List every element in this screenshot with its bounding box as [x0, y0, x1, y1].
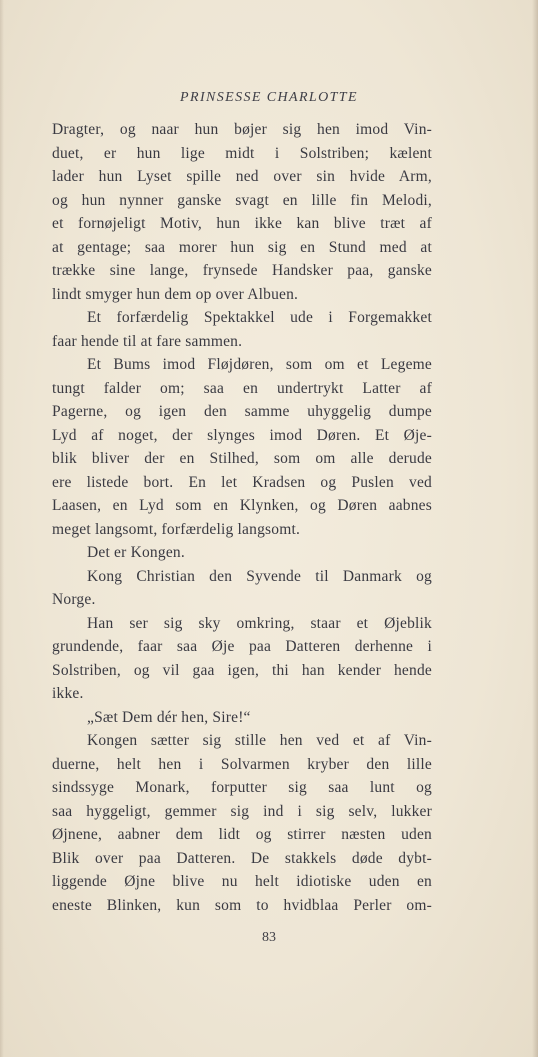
page-number: 83: [262, 930, 276, 945]
text-line: Øjnene, aabner dem lidt og stirrer næsten uden: [52, 826, 432, 843]
text-line: Et forfærdelig Spektakkel ude i Forgemakket: [87, 309, 432, 326]
page-right-edge-shadow: [532, 0, 538, 1057]
body-text: [52, 118, 432, 917]
text-line: trække sine lange, frynsede Handsker paa, ganske: [52, 262, 432, 279]
text-line: Han ser sig sky omkring, staar et Øjeblik: [87, 614, 432, 632]
text-line: Blik over paa Datteren. De stakkels døde dybt-: [52, 849, 432, 867]
text-line: meget langsomt, forfærdelig langsomt.: [52, 520, 301, 538]
text-line: faar hende til at fare sammen.: [52, 332, 243, 350]
text-line: Dragter, og naar hun bøjer sig hen imod Vin-: [52, 121, 432, 138]
text-line: Kong Christian den Syvende til Danmark og: [87, 567, 432, 585]
text-line: duerne, helt hen i Solvarmen kryber den lille: [52, 755, 432, 773]
text-line: Pagerne, og igen den samme uhyggelig dumpe: [52, 403, 432, 420]
text-line: Lyd af noget, der slynges imod Døren. Et Øje-: [52, 426, 432, 444]
text-line: Laasen, en Lyd som en Klynken, og Døren aabnes: [52, 497, 432, 514]
text-line: ere listede bort. En let Kradsen og Puslen ved: [52, 473, 432, 491]
text-line: „Sæt Dem dér hen, Sire!“: [87, 708, 251, 726]
text-line: lader hun Lyset spille ned over sin hvide Arm,: [52, 168, 432, 185]
text-line: Det er Kongen.: [87, 544, 185, 561]
text-line: duet, er hun lige midt i Solstriben; kælent: [52, 144, 432, 162]
text-line: et fornøjeligt Motiv, hun ikke kan blive træt af: [52, 215, 432, 232]
text-line: saa hyggeligt, gemmer sig ind i sig selv, lukker: [52, 802, 432, 820]
text-line: Kongen sætter sig stille hen ved et af Vin-: [87, 732, 432, 749]
text-line: ikke.: [52, 685, 84, 702]
text-line: liggende Øjne blive nu helt idiotiske uden en: [52, 873, 432, 890]
text-line: og hun nynner ganske svagt en lille fin Melodi,: [52, 191, 432, 209]
page-left-edge-shadow: [0, 0, 4, 1057]
text-line: at gentage; saa morer hun sig en Stund med at: [52, 238, 432, 256]
text-line: Et Bums imod Fløjdøren, som om et Legeme: [87, 356, 432, 373]
text-line: blik bliver der en Stilhed, som om alle derude: [52, 450, 432, 467]
text-line: sindssyge Monark, forputter sig saa lunt og: [52, 779, 432, 796]
running-head: PRINSESSE CHARLOTTE: [180, 90, 358, 105]
text-line: Solstriben, og vil gaa igen, thi han kender hende: [52, 661, 432, 679]
text-line: lindt smyger hun dem op over Albuen.: [52, 285, 299, 303]
text-line: Norge.: [52, 591, 96, 608]
text-line: tungt falder om; saa en undertrykt Latter af: [52, 379, 432, 397]
text-line: eneste Blinken, kun som to hvidblaa Perler om-: [52, 896, 432, 914]
text-line: grundende, faar saa Øje paa Datteren derhenne i: [52, 638, 432, 655]
